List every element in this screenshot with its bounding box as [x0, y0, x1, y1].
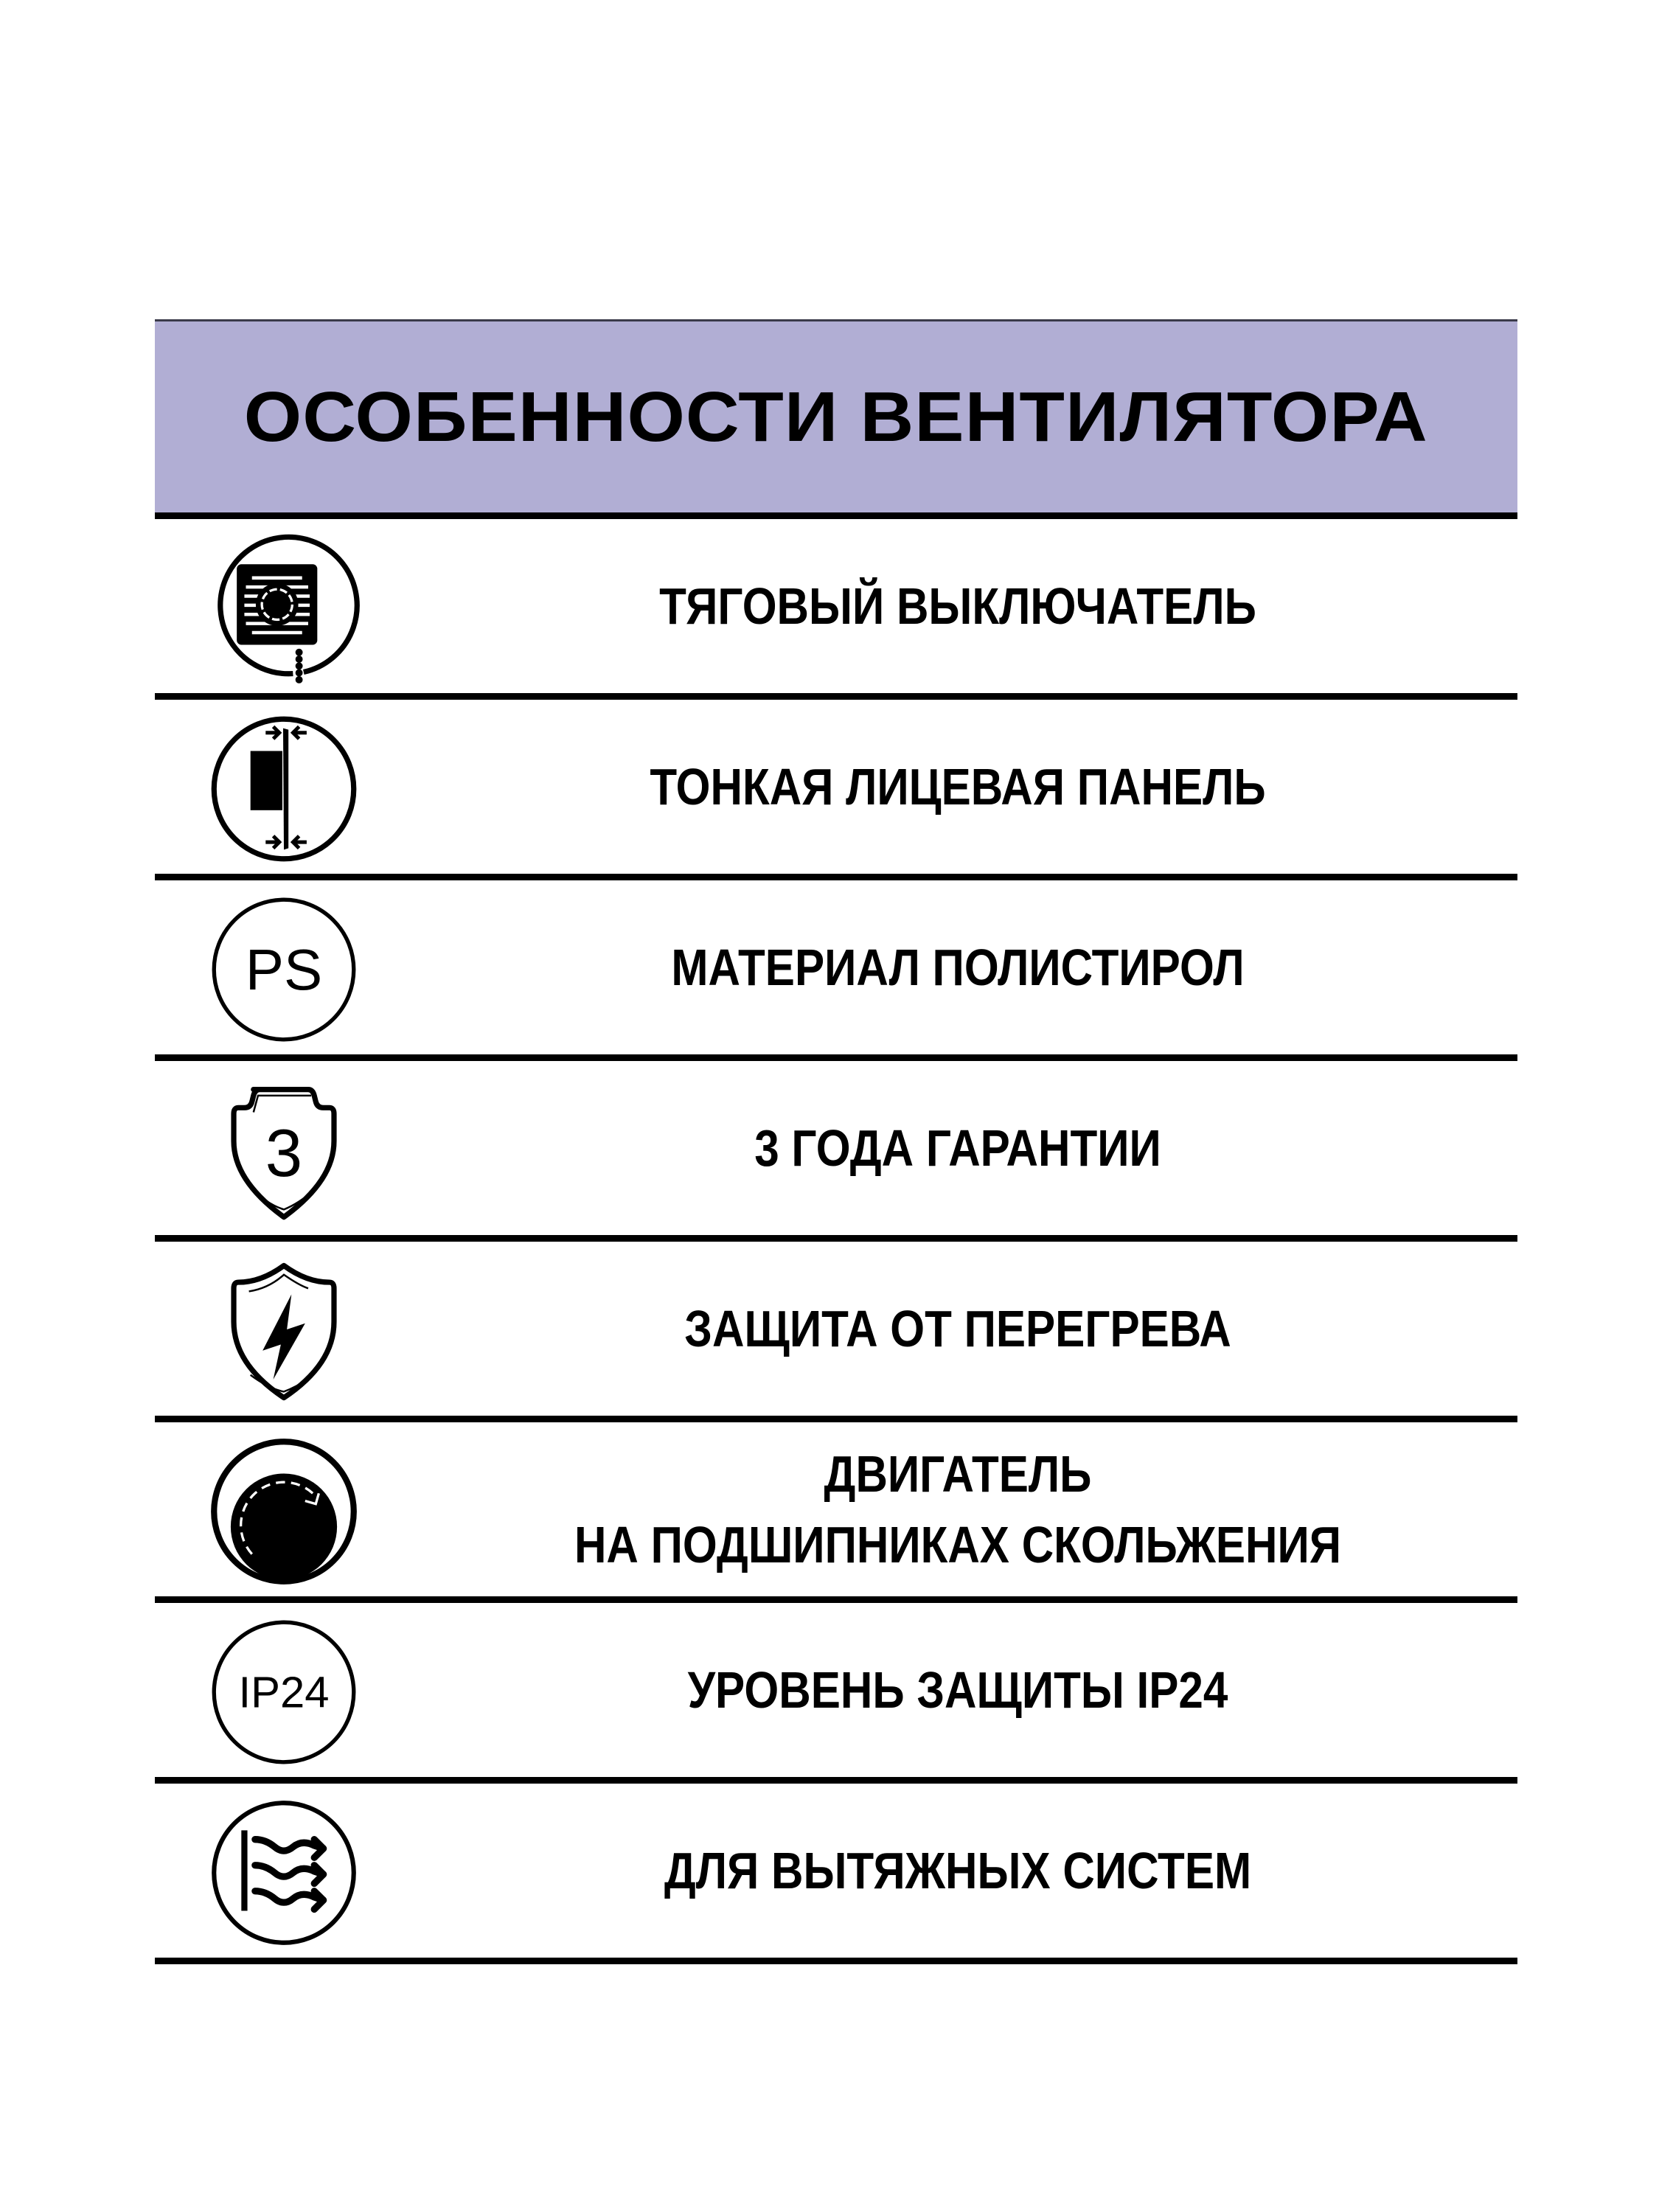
feature-label	[476, 1422, 1439, 1596]
divider	[155, 1596, 1517, 1603]
feature-row-ip24	[155, 1603, 1517, 1777]
svg-text:PS: PS	[245, 936, 323, 1002]
divider	[155, 1777, 1517, 1784]
ps-material-icon	[208, 894, 360, 1046]
feature-text: НА ПОДШИПНИКАХ СКОЛЬЖЕНИЯ	[574, 1516, 1342, 1573]
feature-label	[476, 1061, 1439, 1235]
exhaust-airflow-icon	[208, 1797, 360, 1949]
divider	[155, 1054, 1517, 1061]
divider	[155, 1416, 1517, 1422]
feature-row-pull-switch	[155, 519, 1517, 693]
divider	[155, 1235, 1517, 1242]
feature-label	[476, 519, 1439, 693]
feature-label	[476, 1242, 1439, 1416]
feature-label	[476, 1784, 1439, 1958]
warranty-shield-icon	[208, 1074, 360, 1226]
feature-row-warranty	[155, 1061, 1517, 1235]
feature-label	[476, 700, 1439, 874]
svg-text:3: 3	[265, 1116, 303, 1192]
divider	[155, 512, 1517, 519]
thin-panel-icon	[208, 713, 360, 865]
feature-text: ДЛЯ ВЫТЯЖНЫХ СИСТЕМ	[664, 1842, 1252, 1899]
divider	[155, 1958, 1517, 1964]
features-card	[155, 319, 1517, 1964]
pull-cord-fan-icon	[208, 532, 360, 684]
feature-label	[476, 880, 1439, 1054]
feature-text: ЗАЩИТА ОТ ПЕРЕГРЕВА	[684, 1300, 1231, 1357]
features-header	[155, 319, 1517, 512]
feature-row-overheat	[155, 1242, 1517, 1416]
svg-text:IP24: IP24	[238, 1667, 330, 1717]
feature-label	[476, 1603, 1439, 1777]
page-title: ОСОБЕННОСТИ ВЕНТИЛЯТОРА	[244, 377, 1428, 456]
overheat-shield-icon	[208, 1255, 360, 1407]
feature-text: ТЯГОВЫЙ ВЫКЛЮЧАТЕЛЬ	[659, 577, 1256, 635]
feature-row-motor	[155, 1422, 1517, 1596]
feature-row-thin-panel	[155, 700, 1517, 874]
feature-text: МАТЕРИАЛ ПОЛИСТИРОЛ	[671, 939, 1245, 996]
feature-text: ДВИГАТЕЛЬ	[824, 1445, 1092, 1503]
divider	[155, 693, 1517, 700]
sleeve-bearing-icon	[208, 1436, 360, 1587]
feature-text: ТОНКАЯ ЛИЦЕВАЯ ПАНЕЛЬ	[650, 758, 1266, 815]
divider	[155, 874, 1517, 880]
feature-text: 3 ГОДА ГАРАНТИИ	[754, 1119, 1161, 1177]
feature-row-exhaust	[155, 1784, 1517, 1958]
feature-text: УРОВЕНЬ ЗАЩИТЫ IP24	[687, 1661, 1228, 1719]
feature-row-material	[155, 880, 1517, 1054]
ip24-icon	[208, 1616, 360, 1768]
